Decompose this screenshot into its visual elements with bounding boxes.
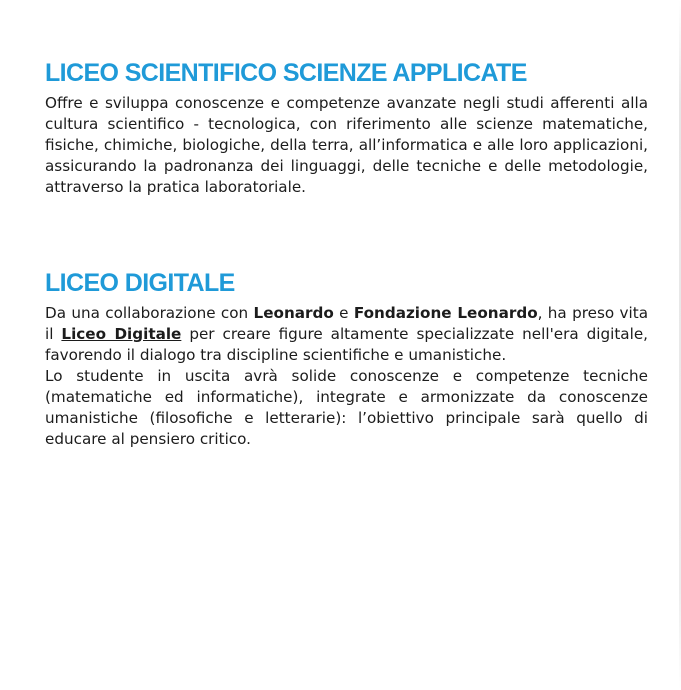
section-title: LICEO SCIENTIFICO SCIENZE APPLICATE	[45, 59, 527, 87]
text-fragment: , ha preso vita il	[45, 304, 648, 343]
text-fragment: Da una collaborazione con	[45, 304, 254, 322]
liceo-digitale-link[interactable]: Liceo Digitale	[61, 325, 182, 343]
text-fragment: per creare figure altamente specializzate nell'era digitale, favorendo il dialogo tra discipline scientifiche e umanistiche.	[45, 325, 648, 364]
text-fragment: e	[333, 304, 354, 322]
section-description: Offre e sviluppa conoscenze e competenze avanzate negli studi afferenti alla cultura scientifico - tecnologica, con riferimento alle scienze matematiche, fisiche, chimiche, biologiche, della terra, all’informatica e alle loro applicazioni, assicurando la padronanza dei linguaggi, delle tecniche e delle metodologie, attraverso la pratica laboratoriale.	[45, 94, 648, 196]
partner-name-leonardo: Leonardo	[253, 304, 334, 322]
section-description-outcome: Lo studente in uscita avrà solide conoscenze e competenze tecniche (matematiche ed informatiche), integrate e armonizzate da conoscenze umanistiche (filosofiche e letterarie): l’obiettivo principale sarà quello di educare al pensiero critico.	[45, 367, 648, 448]
section-liceo-scientifico	[45, 58, 648, 198]
partner-name-fondazione: Fondazione Leonardo	[353, 304, 538, 322]
section-title: LICEO DIGITALE	[45, 269, 235, 297]
section-description-intro	[45, 303, 648, 366]
section-liceo-digitale	[45, 268, 648, 450]
